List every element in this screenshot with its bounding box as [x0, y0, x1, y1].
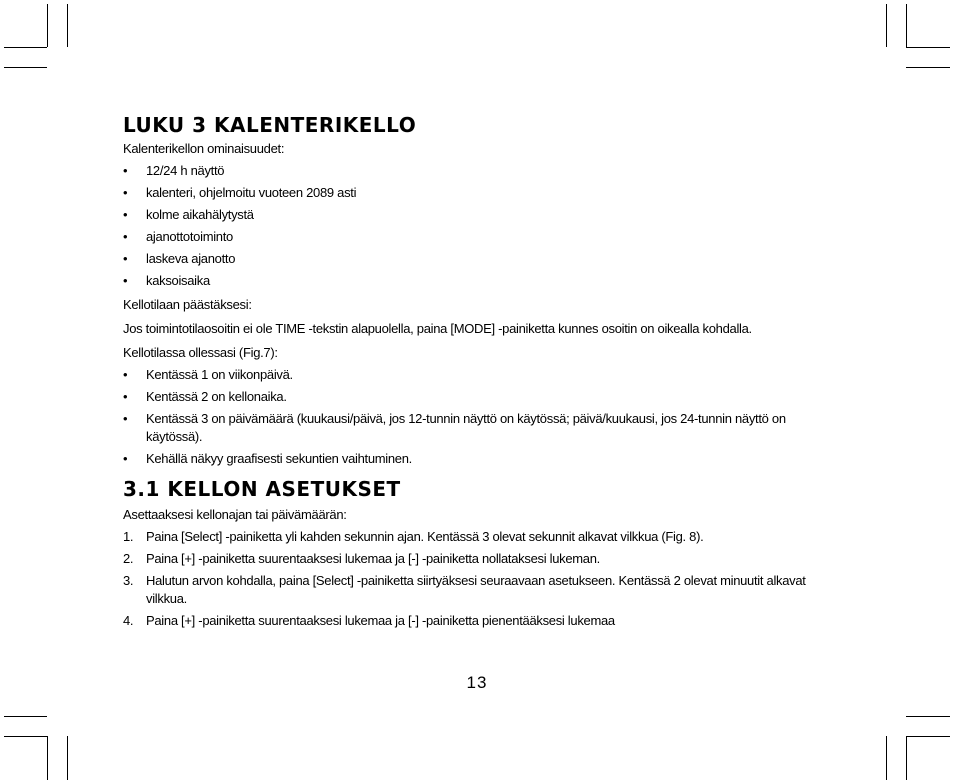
bullet: • [123, 367, 128, 382]
crop-mark [67, 736, 68, 780]
clock-mode-list [123, 366, 823, 468]
list-item [123, 184, 823, 202]
list-item [123, 250, 823, 268]
crop-mark [4, 67, 47, 68]
crop-mark [906, 736, 950, 737]
list-item [123, 272, 823, 290]
step-number: 2. [123, 551, 134, 566]
features-list [123, 162, 823, 290]
crop-mark [886, 4, 887, 47]
bullet: • [123, 273, 128, 288]
bullet: • [123, 451, 128, 466]
list-item-text: laskeva ajanotto [146, 251, 236, 266]
step-text: Paina [+] -painiketta suurentaaksesi lukemaa ja [-] -painiketta pienentääksesi lukemaa [146, 613, 615, 628]
list-item-text: Kentässä 2 on kellonaika. [146, 389, 287, 404]
section-title: 3.1 KELLON ASETUKSET [123, 477, 401, 501]
enter-mode-heading: Kellotilaan päästäksesi: [123, 297, 252, 312]
crop-mark [47, 736, 48, 780]
list-item [123, 388, 823, 406]
enter-mode-text: Jos toimintotilaosoitin ei ole TIME -tekstin alapuolella, paina [MODE] -painiketta kunnes osoitin on oikealla kohdalla. [123, 321, 752, 336]
list-item-text: Kentässä 1 on viikonpäivä. [146, 367, 293, 382]
crop-mark [886, 736, 887, 780]
crop-mark [67, 4, 68, 47]
list-item [123, 410, 823, 446]
list-item-text: 12/24 h näyttö [146, 163, 225, 178]
crop-mark [4, 47, 47, 48]
crop-mark [906, 736, 907, 780]
step-number: 3. [123, 573, 134, 588]
bullet: • [123, 251, 128, 266]
step-text: Paina [+] -painiketta suurentaaksesi lukemaa ja [-] -painiketta nollataksesi lukeman. [146, 551, 600, 566]
list-item [123, 366, 823, 384]
bullet: • [123, 207, 128, 222]
list-item-text: ajanottotoiminto [146, 229, 233, 244]
list-item [123, 228, 823, 246]
crop-mark [4, 736, 47, 737]
bullet: • [123, 411, 128, 426]
step-item [123, 572, 823, 608]
list-item [123, 162, 823, 180]
bullet: • [123, 163, 128, 178]
crop-mark [906, 47, 950, 48]
list-item-text: Kentässä 3 on päivämäärä (kuukausi/päivä, jos 12-tunnin näyttö on käytössä; päivä/kuukausi, jos 24-tunnin näyttö on käytössä). [146, 411, 786, 444]
step-item [123, 612, 823, 630]
step-item [123, 528, 823, 546]
steps-list [123, 528, 823, 630]
step-number: 1. [123, 529, 134, 544]
bullet: • [123, 185, 128, 200]
step-text: Halutun arvon kohdalla, paina [Select] -painiketta siirtyäksesi seuraavaan asetukseen. Kentässä 2 olevat minuutit alkavat vilkkua. [146, 573, 806, 606]
list-item-text: kalenteri, ohjelmoitu vuoteen 2089 asti [146, 185, 357, 200]
features-intro: Kalenterikellon ominaisuudet: [123, 141, 285, 156]
crop-mark [47, 4, 48, 47]
page-number: 13 [466, 673, 488, 692]
chapter-title: LUKU 3 KALENTERIKELLO [123, 113, 417, 137]
crop-mark [4, 716, 47, 717]
list-item-text: kaksoisaika [146, 273, 210, 288]
list-item-text: Kehällä näkyy graafisesti sekuntien vaihtuminen. [146, 451, 412, 466]
list-item-text: kolme aikahälytystä [146, 207, 254, 222]
setting-intro: Asettaaksesi kellonajan tai päivämäärän: [123, 507, 347, 522]
bullet: • [123, 229, 128, 244]
crop-mark [906, 67, 950, 68]
step-number: 4. [123, 613, 134, 628]
crop-mark [906, 4, 907, 47]
bullet: • [123, 389, 128, 404]
page-content [123, 112, 823, 634]
step-item [123, 550, 823, 568]
list-item [123, 450, 823, 468]
crop-mark [906, 716, 950, 717]
step-text: Paina [Select] -painiketta yli kahden sekunnin ajan. Kentässä 3 olevat sekunnit alkavat vilkkua (Fig. 8). [146, 529, 704, 544]
in-mode-heading: Kellotilassa ollessasi (Fig.7): [123, 345, 278, 360]
list-item [123, 206, 823, 224]
